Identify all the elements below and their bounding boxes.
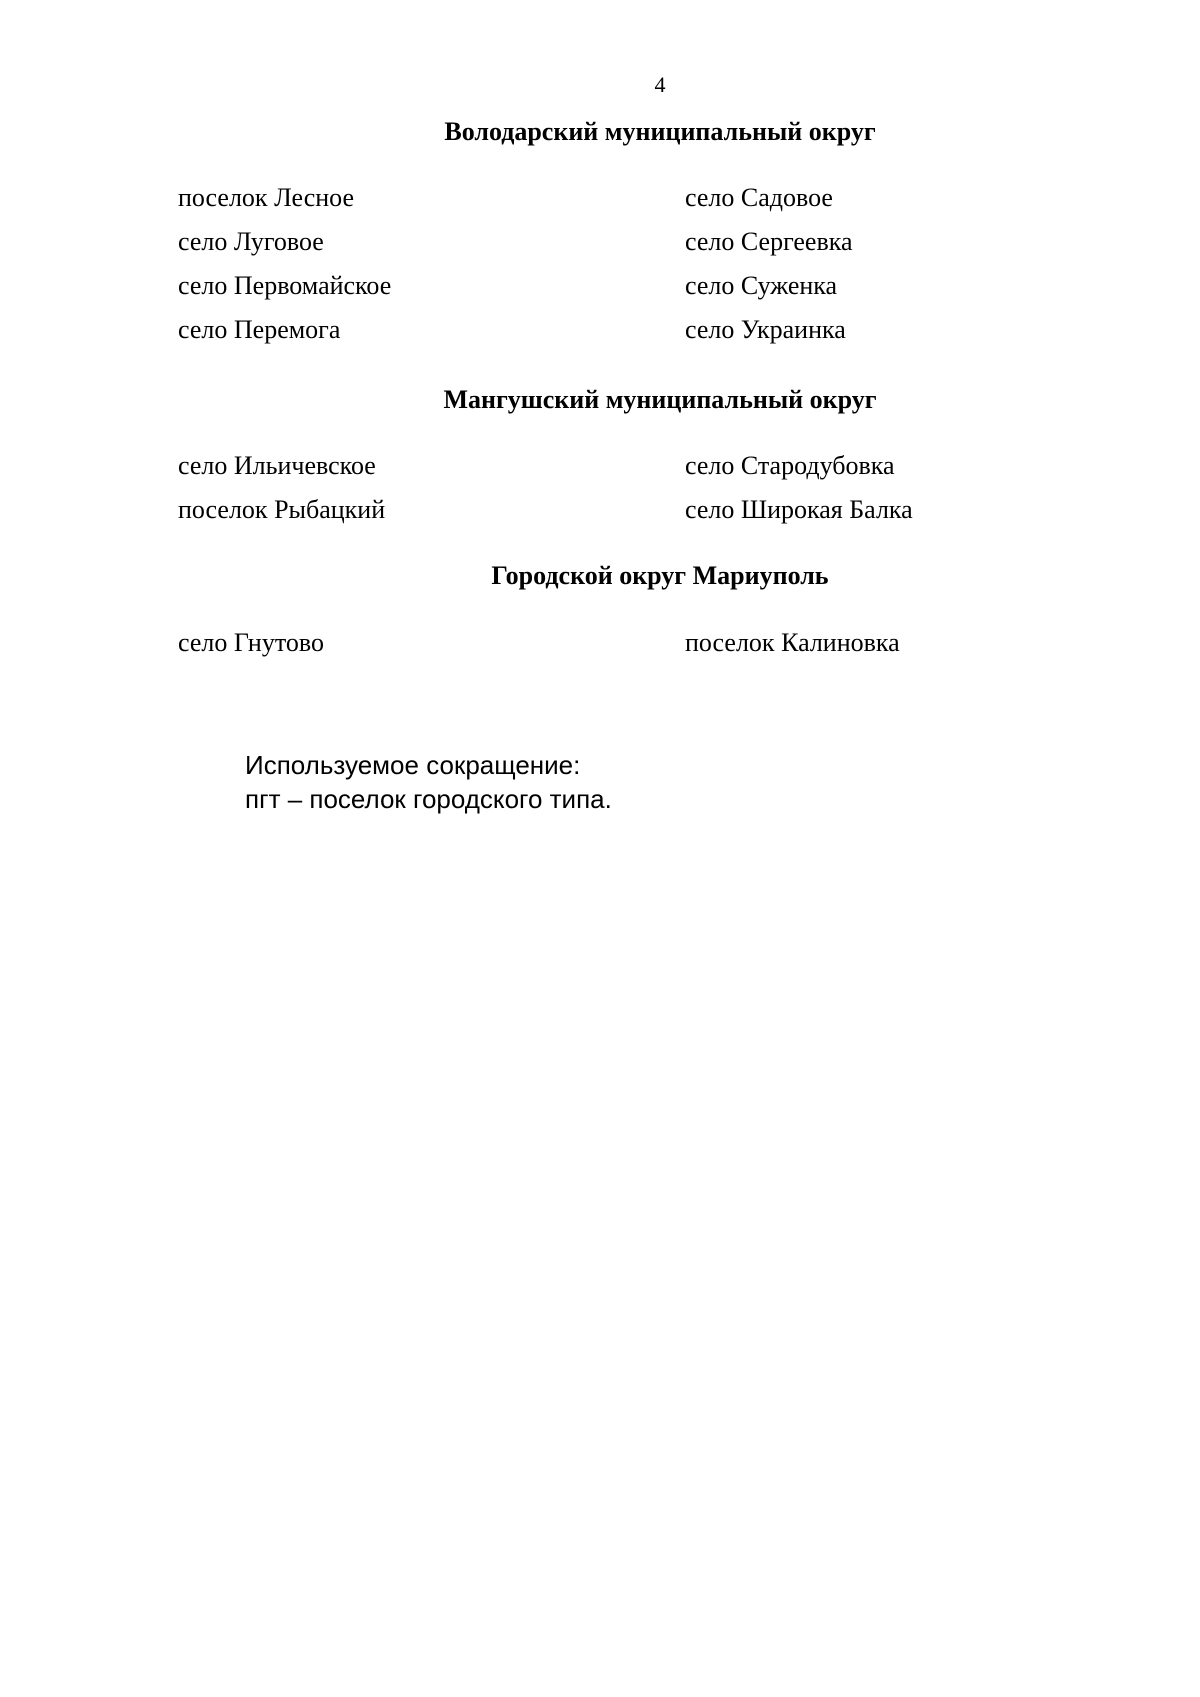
- page-number: 4: [654, 72, 666, 97]
- list-item: село Первомайское: [178, 271, 392, 300]
- abbreviation-note-heading: Используемое сокращение:: [245, 750, 581, 780]
- list-item: село Луговое: [178, 227, 324, 256]
- list-item: село Перемога: [178, 315, 341, 344]
- list-item: поселок Калиновка: [685, 628, 900, 657]
- list-item: село Сергеевка: [685, 227, 853, 256]
- list-item: село Гнутово: [178, 628, 324, 657]
- section-heading-volodarsky: Володарский муниципальный округ: [444, 117, 876, 146]
- section-heading-mangush: Мангушский муниципальный округ: [443, 385, 877, 414]
- list-item: село Садовое: [685, 183, 833, 212]
- list-item: село Стародубовка: [685, 451, 895, 480]
- list-item: поселок Лесное: [178, 183, 355, 212]
- section-heading-mariupol: Городской округ Мариуполь: [491, 561, 829, 590]
- abbreviation-note-text: пгт – поселок городского типа.: [245, 784, 612, 814]
- list-item: село Украинка: [685, 315, 846, 344]
- list-item: село Суженка: [685, 271, 838, 300]
- list-item: село Широкая Балка: [685, 495, 913, 524]
- list-item: поселок Рыбацкий: [178, 495, 386, 524]
- list-item: село Ильичевское: [178, 451, 376, 480]
